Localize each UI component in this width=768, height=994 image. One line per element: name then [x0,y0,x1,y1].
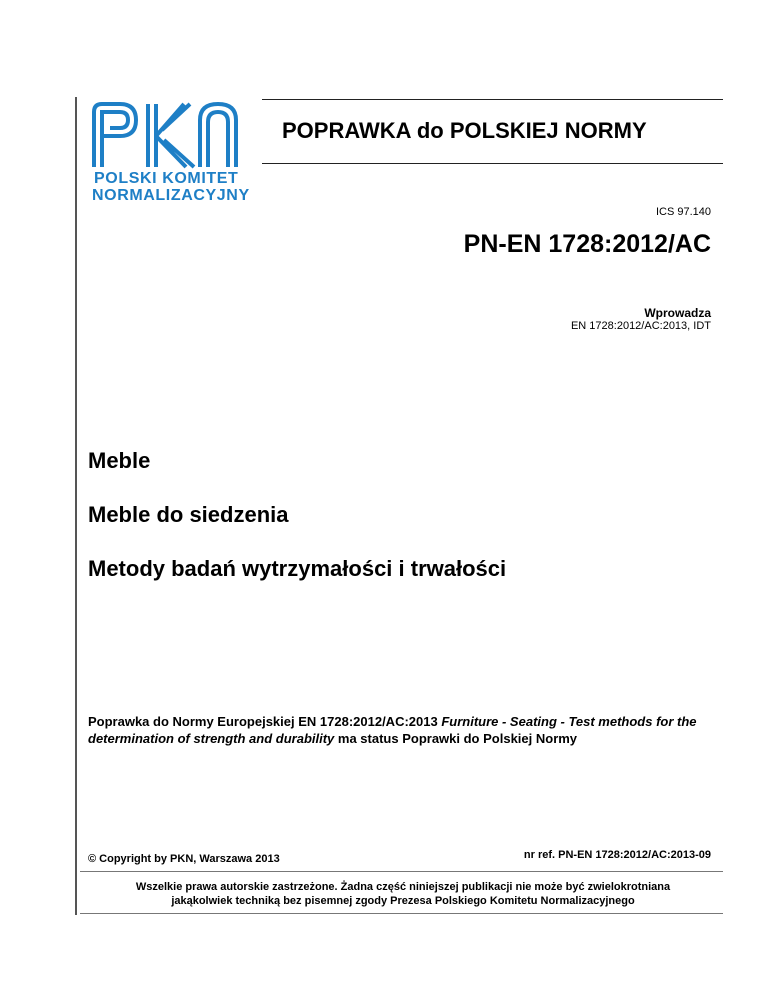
ics-code: ICS 97.140 [655,206,711,218]
footer-bottom-rule [80,913,723,914]
title-level-3: Metody badań wytrzymałości i trwałości [88,556,507,581]
status-notice [88,713,718,747]
logo-line-1: POLSKI KOMITET [94,170,239,187]
rights-line-2: jakąkolwiek techniką bez pisemnej zgody Prezesa Polskiego Komitetu Normalizacyjnego [171,895,635,907]
document-type-title: POPRAWKA do POLSKIEJ NORMY [282,118,647,143]
header-bottom-rule [262,163,723,164]
pkn-logo [88,100,258,204]
logo-line-2: NORMALIZACYJNY [92,187,250,204]
notice-english-title: Furniture - Seating - Test methods for the determination of strength and durability [88,714,697,746]
left-margin-bar [75,97,77,915]
rights-notice [88,880,718,908]
introduces-value: EN 1728:2012/AC:2013, IDT [570,320,711,332]
title-level-2: Meble do siedzenia [88,502,289,527]
notice-text-1: Poprawka do Normy Europejskiej EN 1728:2012/AC:2013 [88,714,442,729]
header-top-rule [262,99,723,100]
copyright-text: © Copyright by PKN, Warszawa 2013 [88,853,280,865]
title-level-1: Meble [88,448,151,473]
reference-number: nr ref. PN-EN 1728:2012/AC:2013-09 [523,849,711,861]
rights-line-1: Wszelkie prawa autorskie zastrzeżone. Żadna część niniejszej publikacji nie może być zwielokrotniana [135,881,671,893]
pkn-logo-mark [88,100,256,170]
norm-number: PN-EN 1728:2012/AC [463,230,711,258]
introduces-label: Wprowadza [644,306,711,320]
notice-text-2: ma status Poprawki do Polskiej Normy [334,731,578,746]
footer-top-rule [80,871,723,872]
